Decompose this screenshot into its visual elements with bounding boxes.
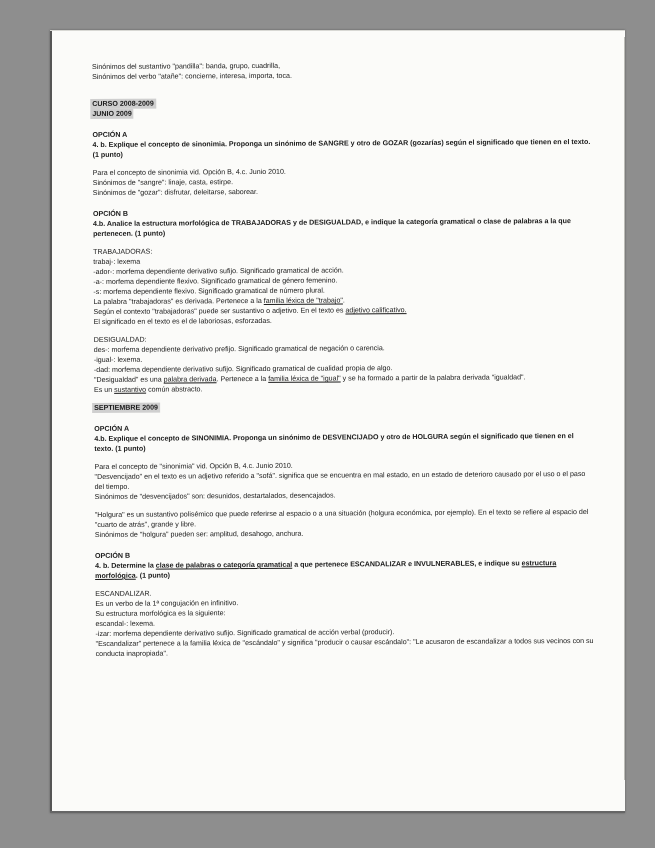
- answer-line: des-: morfema dependiente derivativo prefijo. Significado gramatical de negación o carencia.: [93, 344, 385, 354]
- page-right-edge: [624, 37, 625, 780]
- question-text: 4. b. Explique el concepto de sinonimia. Proponga un sinónimo de SANGRE y otro de GOZAR (gozarías) según el significado que tienen en el texto. (1 punto): [92, 137, 591, 159]
- intro-line: Sinónimos del verbo "atañe": concierne, interesa, importa, toca.: [92, 71, 292, 81]
- answer-line: -izar: morfema dependiente derivativo sufijo. Significado gramatical de acción verbal (producir).: [95, 628, 395, 638]
- answer-line: Es un verbo de la 1ª congujación en infinitivo.: [95, 599, 239, 608]
- answer-line: escandal-: lexema.: [95, 619, 156, 628]
- session-title: SEPTIEMBRE 2009: [92, 403, 160, 413]
- answer-line: Sinónimos de "sangre": linaje, casta, estirpe.: [92, 178, 234, 187]
- answer-line: "Desigualdad" es una palabra derivada. Pertenece a la familia léxica de "igual" y se ha formado a partir de la palabra derivada "igualdad".: [93, 373, 526, 384]
- underlined-term: familia léxica de "trabajo": [263, 296, 343, 305]
- answer-line: Según el contexto "trabajadoras" puede ser sustantivo o adjetivo. En el texto es adjetivo calificativo.: [93, 306, 407, 316]
- answer-line: El significado en el texto es el de laboriosas, esforzadas.: [93, 316, 272, 326]
- option-heading: OPCIÓN A: [92, 130, 128, 139]
- answer-line: Para el concepto de sinonimia vid. Opción B, 4.c. Junio 2010.: [92, 167, 286, 177]
- option-heading: OPCIÓN B: [94, 551, 131, 560]
- answer-line: Es un sustantivo común abstracto.: [93, 385, 203, 394]
- answer-line: -igual-: lexema.: [93, 355, 143, 364]
- intro-line: Sinónimos del sustantivo "pandilla": banda, grupo, cuadrilla,: [92, 61, 281, 71]
- underlined-term: palabra derivada: [163, 375, 217, 384]
- answer-line: -ador-: morfema dependiente derivativo sufijo. Significado gramatical de acción.: [93, 266, 344, 276]
- document-body: [92, 59, 596, 659]
- answer-line: Sinónimos de "holgura" pueden ser: amplitud, desahogo, anchura.: [94, 529, 304, 539]
- option-heading: OPCIÓN B: [92, 209, 129, 218]
- answer-line: "Holgura" es un sustantivo polisémico que puede referirse al espacio o a una situación (holgura económica, por ejemplo). En el texto se refiere al espacio del "cuarto de atrás", grande y libre.: [94, 507, 589, 529]
- option-heading: OPCIÓN A: [94, 424, 130, 433]
- answer-line: -dad: morfema dependiente derivativo sufijo. Significado gramatical de cualidad propia de algo.: [93, 364, 393, 374]
- question-text: 4.b. Explique el concepto de SINONIMIA. Proponga un sinónimo de DESVENCIJADO y otro de HOLGURA según el significado que tienen en el texto. (1 punto): [94, 432, 574, 453]
- answer-line: Sinónimos de "gozar": disfrutar, deleitarse, saborear.: [92, 187, 258, 197]
- question-text: 4. b. Determine la clase de palabras o categoría gramatical a que pertenece ESCANDALIZAR e INVULNERABLES, e indique su estructura morfológica. (1 punto): [95, 559, 557, 580]
- underlined-term: familia léxica de "igual": [268, 374, 341, 383]
- answer-line: Para el concepto de "sinonimia" vid. Opción B, 4.c. Junio 2010.: [94, 461, 293, 471]
- course-title: CURSO 2008-2009: [90, 99, 156, 109]
- question-text: 4.b. Analice la estructura morfológica de TRABAJADORAS y de DESIGUALDAD, e indique la categoría gramatical o clase de palabras a la que pertenecen. (1 punto): [92, 217, 571, 238]
- answer-line: -s: morfema dependiente flexivo. Significado gramatical de número plural.: [93, 286, 325, 296]
- underlined-term: sustantivo: [114, 385, 147, 394]
- junio-option-b: [93, 206, 594, 395]
- answer-line: Sinónimos de "desvencijados" son: desunidos, destartalados, desencajados.: [94, 491, 336, 501]
- underlined-term: estructura morfológica: [95, 559, 557, 580]
- answer-line: "Desvencijado" en el texto es un adjetivo referido a "sofá". significa que se encuentra en mal estado, en un estado de deterioro causado por el uso o el paso del tiempo.: [94, 469, 586, 491]
- answer-line: trabaj-: lexema: [93, 257, 141, 266]
- septiembre-option-a: [94, 421, 595, 540]
- answer-line: La palabra "trabajadoras" es derivada. Pertenece a la familia léxica de "trabajo".: [93, 296, 345, 306]
- answer-line: "Escandalizar" pertenece a la familia léxica de "escándalo" y significa "producir o causar escándalo": "Le acusaron de escandalizar a todos sus vecinos con su conducta inapropiada".: [95, 636, 594, 658]
- session-title: JUNIO 2009: [90, 109, 133, 119]
- answer-line: Su estructura morfológica es la siguiente:: [95, 609, 226, 618]
- word-heading: TRABAJADORAS:: [93, 247, 153, 256]
- page-left-edge: [50, 31, 52, 813]
- page-bottom-edge: [50, 811, 625, 813]
- word-heading: DESIGUALDAD:: [93, 335, 147, 344]
- septiembre-option-b: [95, 548, 596, 659]
- underlined-term: clase de palabras o categoría gramatical: [155, 560, 293, 570]
- junio-option-a: [92, 127, 592, 198]
- answer-line: -a-: morfema dependiente flexivo. Significado gramatical de género femenino.: [93, 276, 338, 286]
- scanned-page: [50, 30, 625, 813]
- word-heading: ESCANDALIZAR.: [95, 589, 152, 598]
- underlined-term: adjetivo calificativo.: [345, 306, 407, 315]
